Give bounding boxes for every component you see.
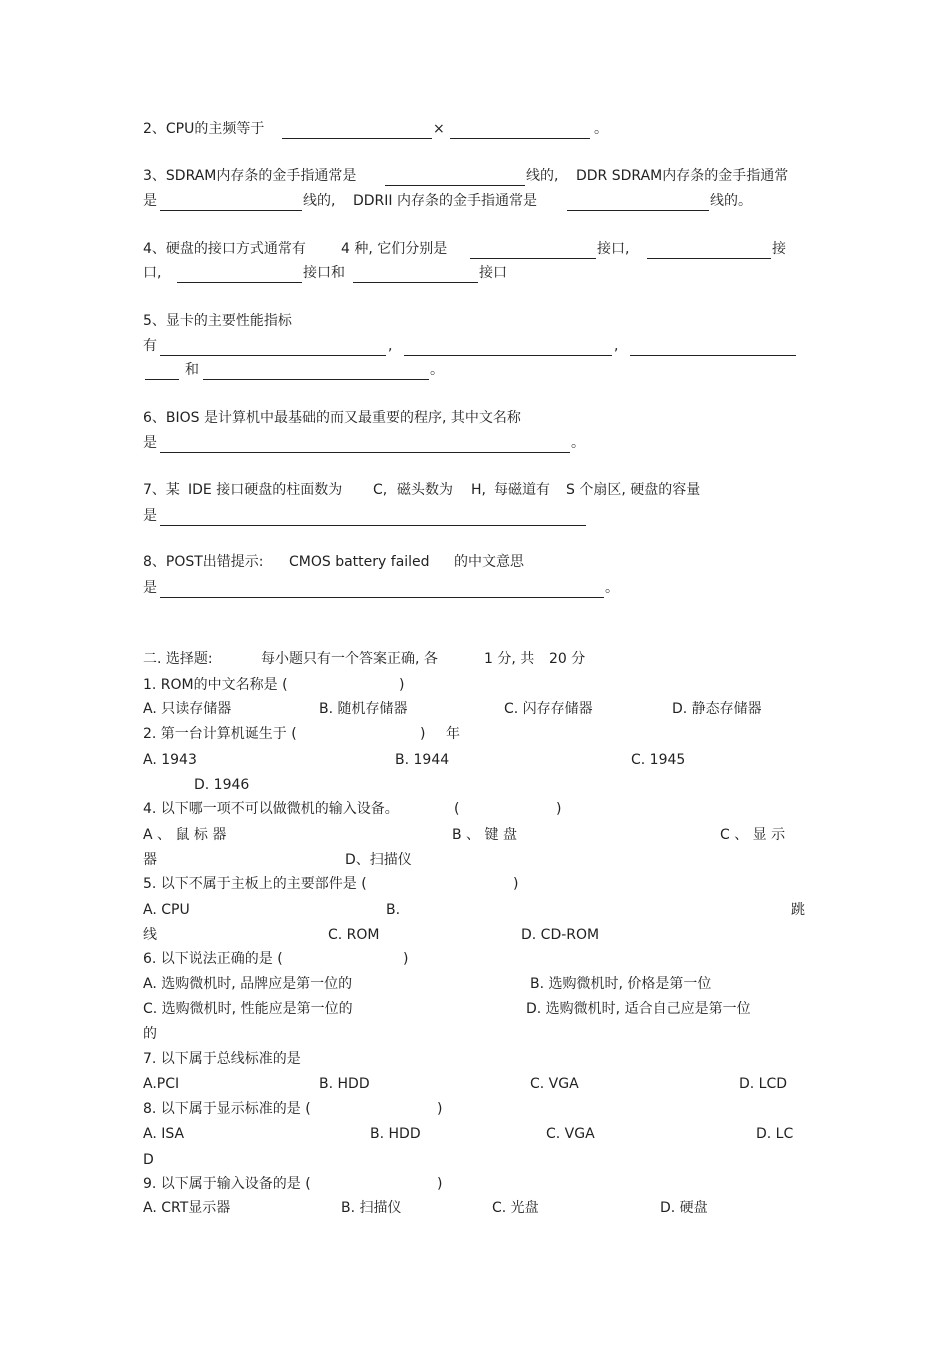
q2-times: ×: [433, 121, 445, 137]
mc2-option-b: B. 1944: [395, 752, 450, 768]
q8-prefix: 8、POST出错提示:: [143, 554, 264, 570]
mc5-option-b-tail: 跳: [791, 902, 805, 918]
q7-blank: [160, 525, 586, 526]
mc1-option-c: C. 闪存存储器: [504, 701, 593, 717]
q6-end: 。: [571, 435, 585, 451]
mc6-option-a: A. 选购微机时, 品牌应是第一位的: [143, 976, 353, 992]
section-2-desc: 每小题只有一个答案正确, 各: [261, 651, 438, 667]
mc2-close: ): [420, 726, 426, 742]
q5-blank-3-cont: [145, 379, 179, 380]
mc4-open: (: [454, 801, 460, 817]
mc9-option-d: D. 硬盘: [660, 1200, 708, 1216]
mc4-option-d: D、扫描仪: [345, 852, 412, 868]
q5-and: 和: [185, 362, 199, 378]
q4-tail1: 接: [772, 241, 786, 257]
mc4-option-c: C 、 显 示: [720, 827, 786, 843]
mc6-close: ): [403, 951, 409, 967]
q5-line1: 5、显卡的主要性能指标: [143, 313, 292, 329]
q6-blank: [160, 452, 570, 453]
q3-prefix: 3、SDRAM内存条的金手指通常是: [143, 168, 357, 184]
mc4-option-a: A 、 鼠 标 器: [143, 827, 227, 843]
mc9-option-a: A. CRT显示器: [143, 1200, 231, 1216]
q7-line2-prefix: 是: [143, 508, 157, 524]
mc6-option-d-cont: 的: [143, 1026, 157, 1042]
q5-blank-4: [203, 379, 429, 380]
mc9-option-c: C. 光盘: [492, 1200, 539, 1216]
section-2-title: 二. 选择题:: [143, 651, 213, 667]
q7-heads: 磁头数为: [397, 482, 453, 498]
q4-blank-4: [353, 282, 478, 283]
mc8-close: ): [437, 1101, 443, 1117]
mc7-option-d: D. LCD: [739, 1076, 788, 1092]
q5-blank-1: [160, 355, 386, 356]
mc9-option-b: B. 扫描仪: [341, 1200, 402, 1216]
mc2-year: 年: [446, 726, 460, 742]
q4-prefix: 4、硬盘的接口方式通常有: [143, 241, 306, 257]
q2-blank-2: [450, 138, 590, 139]
mc8-option-d-cont: D: [143, 1152, 154, 1168]
q3-mid1: 线的,: [526, 168, 559, 184]
q8-msg: CMOS battery failed: [289, 554, 430, 570]
mc2-option-c: C. 1945: [631, 752, 686, 768]
mc4-option-c-cont: 器: [143, 852, 157, 868]
q3-mid2: DDR SDRAM内存条的金手指通常: [576, 168, 789, 184]
mc7-stem: 7. 以下属于总线标准的是: [143, 1051, 301, 1067]
mc2-stem: 2. 第一台计算机诞生于 (: [143, 726, 297, 742]
mc9-stem: 9. 以下属于输入设备的是 (: [143, 1176, 311, 1192]
q3-blank-2: [160, 210, 302, 211]
mc5-option-b-cont: 线: [143, 927, 157, 943]
mc4-option-b: B 、 键 盘: [452, 827, 517, 843]
mc7-option-a: A.PCI: [143, 1076, 180, 1092]
q7-h: H,: [471, 482, 486, 498]
mc1-close: ): [399, 677, 405, 693]
mc6-option-b: B. 选购微机时, 价格是第一位: [530, 976, 712, 992]
q7-s: S 个扇区, 硬盘的容量: [566, 482, 701, 498]
mc8-option-d: D. LC: [756, 1126, 794, 1142]
q3-blank-3: [567, 210, 709, 211]
q5-end: 。: [430, 362, 444, 378]
q4-mid2: 接口和: [303, 265, 345, 281]
mc5-option-a: A. CPU: [143, 902, 190, 918]
q8-blank: [160, 597, 604, 598]
mc7-option-c: C. VGA: [530, 1076, 579, 1092]
q4-line2-prefix: 口,: [143, 265, 162, 281]
q5-sep1: ,: [388, 338, 393, 354]
mc1-stem: 1. ROM的中文名称是 (: [143, 677, 288, 693]
q8-line2-prefix: 是: [143, 580, 157, 596]
mc5-option-d: D. CD-ROM: [521, 927, 600, 943]
q7-prefix: 7、某: [143, 482, 180, 498]
q5-blank-3: [630, 355, 796, 356]
mc8-option-a: A. ISA: [143, 1126, 185, 1142]
q8-suffix: 的中文意思: [454, 554, 524, 570]
q5-line2-prefix: 有: [143, 338, 157, 354]
mc1-option-a: A. 只读存储器: [143, 701, 232, 717]
q3-mid4: DDRII 内存条的金手指通常是: [353, 193, 537, 209]
q2-prefix: 2、CPU的主频等于: [143, 121, 265, 137]
mc4-stem: 4. 以下哪一项不可以做微机的输入设备。: [143, 801, 399, 817]
mc2-option-a: A. 1943: [143, 752, 197, 768]
q3-end: 线的。: [710, 193, 752, 209]
q4-blank-2: [647, 258, 771, 259]
mc7-option-b: B. HDD: [319, 1076, 370, 1092]
q5-blank-2: [404, 355, 612, 356]
mc6-stem: 6. 以下说法正确的是 (: [143, 951, 283, 967]
q2-end: 。: [594, 121, 608, 137]
section-2-pts1: 1 分, 共: [484, 651, 535, 667]
q7-ide: IDE 接口硬盘的柱面数为: [188, 482, 343, 498]
q3-mid3: 线的,: [303, 193, 336, 209]
mc6-option-d: D. 选购微机时, 适合自己应是第一位: [526, 1001, 751, 1017]
mc8-stem: 8. 以下属于显示标准的是 (: [143, 1101, 311, 1117]
q5-sep2: ,: [614, 338, 619, 354]
q4-count: 4 种, 它们分别是: [341, 241, 448, 257]
mc1-option-b: B. 随机存储器: [319, 701, 408, 717]
q3-blank-1: [385, 185, 525, 186]
mc5-option-b: B.: [386, 902, 401, 918]
mc6-option-c: C. 选购微机时, 性能应是第一位的: [143, 1001, 353, 1017]
mc5-stem: 5. 以下不属于主板上的主要部件是 (: [143, 876, 367, 892]
q2-blank-1: [282, 138, 432, 139]
q3-line2-prefix: 是: [143, 193, 157, 209]
q7-sectors: 每磁道有: [494, 482, 550, 498]
q8-end: 。: [605, 580, 619, 596]
mc2-option-d: D. 1946: [194, 777, 250, 793]
q4-end: 接口: [479, 265, 507, 281]
q4-mid1: 接口,: [597, 241, 630, 257]
mc4-close: ): [556, 801, 562, 817]
q6-line1: 6、BIOS 是计算机中最基础的而又最重要的程序, 其中文名称: [143, 410, 521, 426]
section-2-pts2: 20 分: [549, 651, 586, 667]
q7-c: C,: [373, 482, 388, 498]
q4-blank-3: [177, 282, 302, 283]
q6-line2-prefix: 是: [143, 435, 157, 451]
mc1-option-d: D. 静态存储器: [672, 701, 762, 717]
mc8-option-b: B. HDD: [370, 1126, 421, 1142]
mc9-close: ): [437, 1176, 443, 1192]
q4-blank-1: [470, 258, 596, 259]
mc5-close: ): [513, 876, 519, 892]
mc5-option-c: C. ROM: [328, 927, 380, 943]
mc8-option-c: C. VGA: [546, 1126, 595, 1142]
